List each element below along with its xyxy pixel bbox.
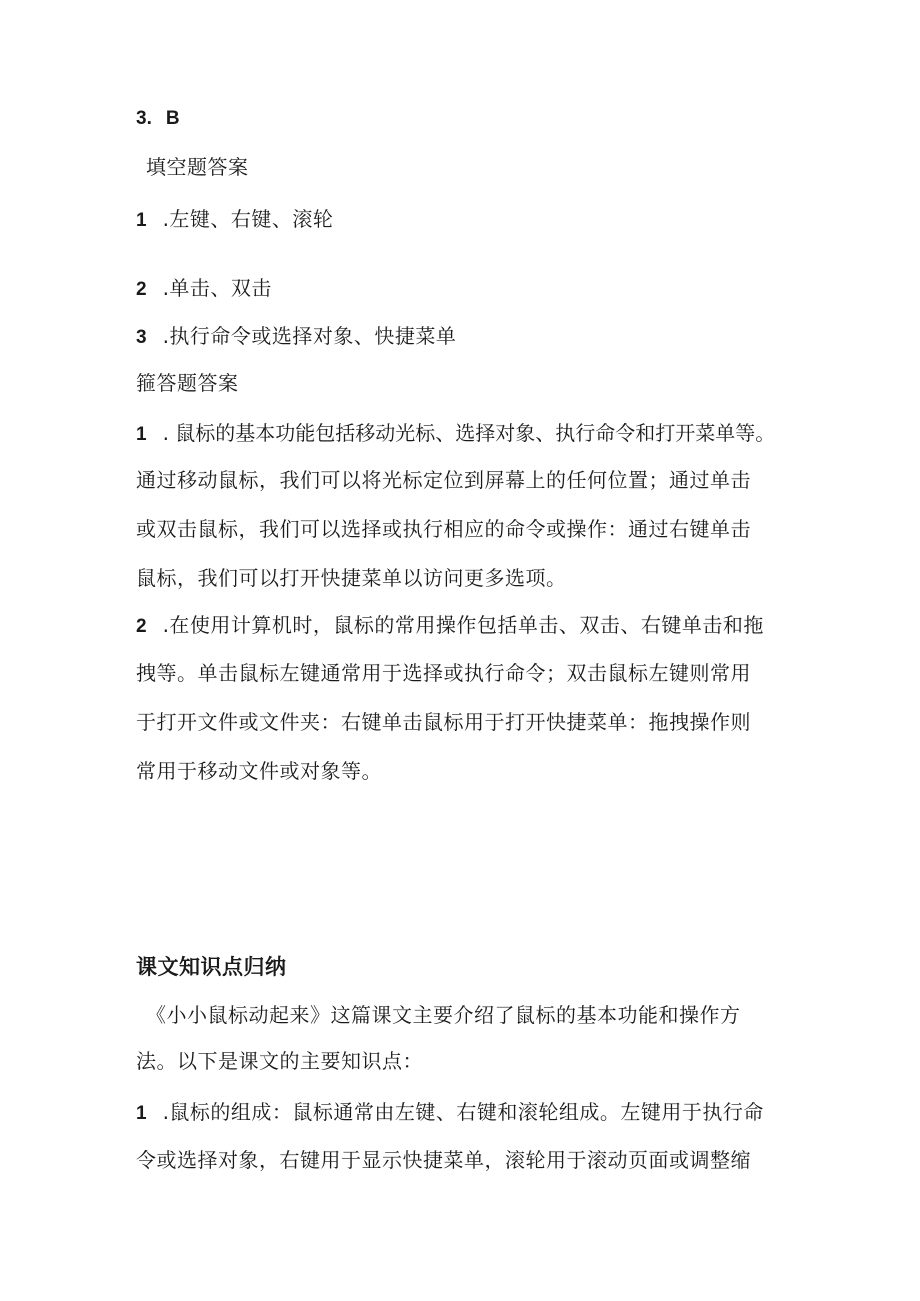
fill-blank-heading: 填空题答案 [146,155,249,179]
short-item-2-line-1 [136,611,764,641]
short-answer-heading: 箍答题答案 [136,371,239,395]
item-text: .执行命令或选择对象、快捷菜单 [162,324,457,348]
section-title: 课文知识点归纳 [136,955,287,979]
short-item-2-line-4: 常用于移动文件或对象等。 [136,759,382,783]
item-text: .单击、双击 [162,276,272,300]
short-item-1-line-3: 或双击鼠标，我们可以选择或执行相应的命令或操作：通过右键单击 [136,517,751,541]
short-item-1-line-1 [136,419,775,449]
short-item-2-line-2: 拽等。单击鼠标左键通常用于选择或执行命令；双击鼠标左键则常用 [136,661,751,685]
fill-item-1 [136,205,333,235]
item-number: 2 [136,279,147,300]
item-number: 1 [136,424,147,445]
item-text: . 鼠标的基本功能包括移动光标、选择对象、执行命令和打开菜单等。 [162,421,776,445]
item-text: .鼠标的组成：鼠标通常由左键、右键和滚轮组成。左键用于执行命 [162,1100,764,1124]
item-text: .左键、右键、滚轮 [162,207,334,231]
fill-item-3 [136,322,456,352]
fill-item-2 [136,274,272,304]
item-text: .在使用计算机时，鼠标的常用操作包括单击、双击、右键单击和拖 [162,613,764,637]
choice-answer: B [165,108,180,129]
knowledge-item-1-line-2: 令或选择对象，右键用于显示快捷菜单，滚轮用于滚动页面或调整缩 [136,1148,751,1172]
choice-answer-3 [136,103,180,133]
choice-number: 3. [136,108,152,129]
item-number: 1 [136,1103,147,1124]
knowledge-item-1-line-1 [136,1098,764,1128]
short-item-1-line-2: 通过移动鼠标，我们可以将光标定位到屏幕上的任何位置；通过单击 [136,468,751,492]
short-item-2-line-3: 于打开文件或文件夹：右键单击鼠标用于打开快捷菜单：拖拽操作则 [136,710,751,734]
intro-line-2: 法。以下是课文的主要知识点： [136,1049,423,1073]
short-item-1-line-4: 鼠标，我们可以打开快捷菜单以访问更多选项。 [136,566,567,590]
intro-line-1: 《小小鼠标动起来》这篇课文主要介绍了鼠标的基本功能和操作方 [146,1003,741,1027]
item-number: 3 [136,327,147,348]
item-number: 2 [136,616,147,637]
item-number: 1 [136,210,147,231]
